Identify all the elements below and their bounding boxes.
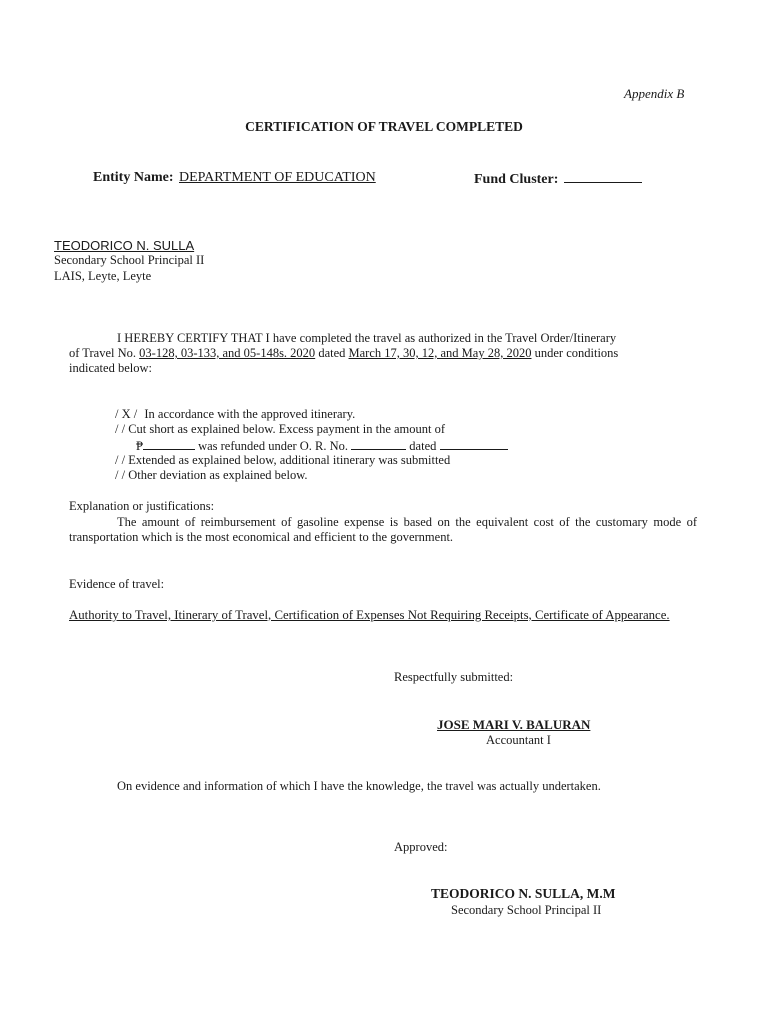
addressee-name: TEODORICO N. SULLA xyxy=(54,238,195,253)
or-number-blank xyxy=(351,437,406,450)
submitted-label: Respectfully submitted: xyxy=(394,670,514,684)
fund-row xyxy=(474,170,642,187)
submitter-title: Accountant I xyxy=(486,733,551,747)
evidence-statement: On evidence and information of which I have the knowledge, the travel was actually undertaken. xyxy=(117,779,601,793)
option-extended: / / Extended as explained below, additional itinerary was submitted xyxy=(115,453,451,467)
certify-pre: of Travel No. xyxy=(69,346,137,360)
certify-line-1: I HEREBY CERTIFY THAT I have completed the travel as authorized in the Travel Order/Itinerary xyxy=(117,331,617,345)
option-approved-text: In accordance with the approved itinerary. xyxy=(144,407,356,421)
approval-label: Approved: xyxy=(394,840,448,854)
fund-blank xyxy=(564,170,642,183)
submitter-name: JOSE MARI V. BALURAN xyxy=(437,717,591,732)
evidence-text: Authority to Travel, Itinerary of Travel, Certification of Expenses Not Requiring Receipts, Certificate of Appearance. xyxy=(69,608,670,622)
travel-dates: March 17, 30, 12, and May 28, 2020 xyxy=(348,346,532,360)
entity-label: Entity Name: xyxy=(93,170,174,185)
explanation-text: The amount of reimbursement of gasoline expense is based on the equivalent cost of the customary mode of transportation which is the most economical and efficient to the government. xyxy=(69,515,697,544)
entity-row xyxy=(93,170,376,185)
addressee-position: Secondary School Principal II xyxy=(54,253,205,267)
certify-dated: dated xyxy=(318,346,346,360)
explanation-label: Explanation or justifications: xyxy=(69,499,215,513)
appendix-label: Appendix B xyxy=(624,86,685,101)
certify-post: under conditions xyxy=(534,346,619,360)
page-title: CERTIFICATION OF TRAVEL COMPLETED xyxy=(245,119,523,134)
approver-name: TEODORICO N. SULLA, M.M xyxy=(431,886,616,901)
approver-title: Secondary School Principal II xyxy=(451,903,602,917)
refund-text: was refunded under O. R. No. xyxy=(198,439,349,453)
refund-row xyxy=(136,437,508,454)
peso-sign: ₱ xyxy=(136,439,143,453)
option-approved-mark: / X / xyxy=(115,407,138,421)
refund-date-blank xyxy=(440,437,508,450)
travel-numbers: 03-128, 03-133, and 05-148s. 2020 xyxy=(139,346,316,360)
evidence-label: Evidence of travel: xyxy=(69,577,165,591)
refund-dated: dated xyxy=(409,439,437,453)
entity-value: DEPARTMENT OF EDUCATION xyxy=(179,170,376,185)
option-approved xyxy=(115,407,355,422)
option-other: / / Other deviation as explained below. xyxy=(115,468,308,482)
amount-blank xyxy=(143,437,195,450)
addressee-location: LAIS, Leyte, Leyte xyxy=(54,269,152,283)
certify-line-3: indicated below: xyxy=(69,361,152,375)
option-cut-short: / / Cut short as explained below. Excess payment in the amount of xyxy=(115,422,446,436)
certify-line-2 xyxy=(69,346,618,361)
fund-label: Fund Cluster: xyxy=(474,172,559,187)
